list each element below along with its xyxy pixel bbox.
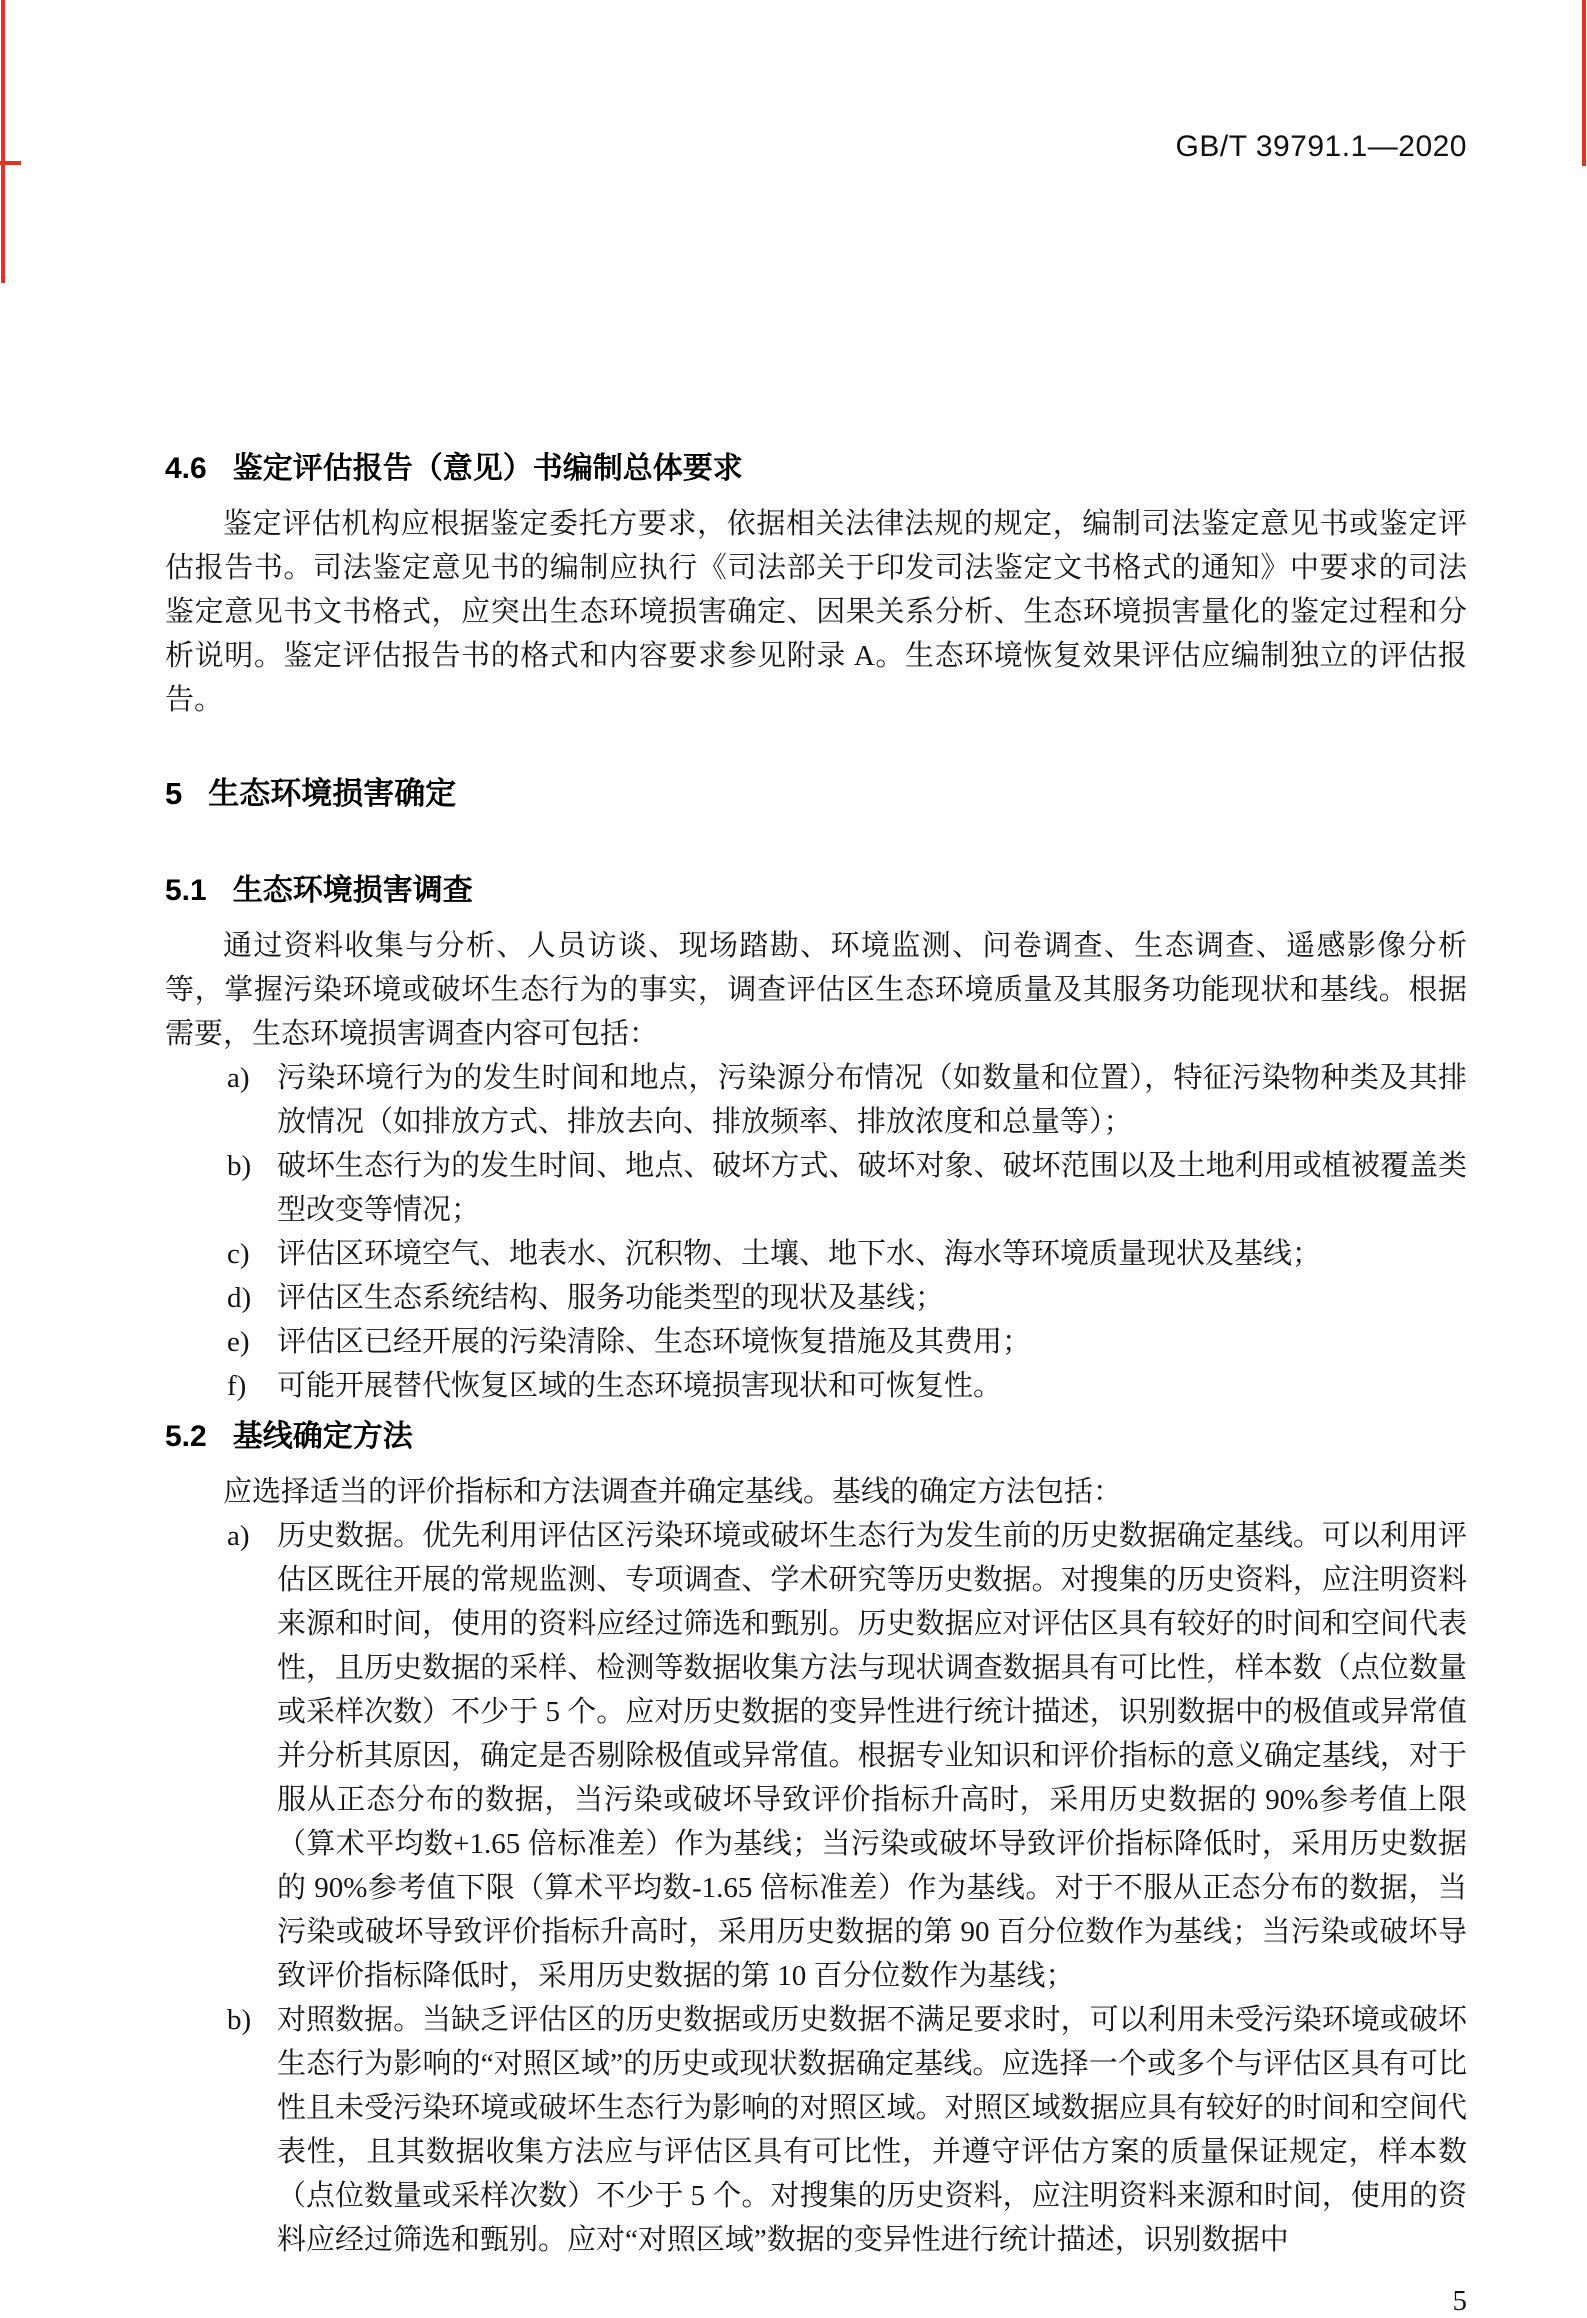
left-edge-crop-mark <box>1 0 5 283</box>
list-item <box>165 1276 1467 1320</box>
right-edge-crop-mark <box>1582 0 1586 166</box>
left-edge-crop-tick <box>0 161 21 165</box>
heading-4-6-number: 4.6 <box>165 452 207 485</box>
list-item-text: 可能开展替代恢复区域的生态环境损害现状和可恢复性。 <box>277 1370 1003 1402</box>
heading-5-1-number: 5.1 <box>165 874 207 907</box>
list-item <box>165 1056 1467 1144</box>
page-content <box>165 0 1467 2318</box>
list-item-text: 评估区已经开展的污染清除、生态环境恢复措施及其费用； <box>277 1326 1032 1358</box>
list-item <box>165 1232 1467 1276</box>
list-item-label: f) <box>227 1370 247 1402</box>
list-item <box>165 1364 1467 1408</box>
list-item-label: a) <box>227 1062 250 1094</box>
heading-5-title: 生态环境损害确定 <box>208 776 457 811</box>
list-5-1 <box>165 1056 1467 1408</box>
list-item-label: e) <box>227 1326 250 1358</box>
list-item-text: 评估区环境空气、地表水、沉积物、土壤、地下水、海水等环境质量现状及基线； <box>277 1238 1322 1270</box>
list-item-label: c) <box>227 1238 250 1270</box>
heading-5-1-title: 生态环境损害调查 <box>232 874 473 907</box>
list-item-text: 历史数据。优先利用评估区污染环境或破坏生态行为发生前的历史数据确定基线。可以利用评估区既往开展的常规监测、专项调查、学术研究等历史数据。对搜集的历史资料，应注明资料来源和时间，使用的资料应经过筛选和甄别。历史数据应对评估区具有较好的时间和空间代表性，且历史数据的采样、检测等数据收集方法与现状调查数据具有可比性，样本数（点位数量或采样次数）不少于 5 个。应对历史数据的变异性进行统计描述，识别数据中的极值或异常值并分析其原因，确定是否剔除极值或异常值。根据专业知识和评价指标的意义确定基线，对于服从正态分布的数据，当污染或破坏导致评价指标升高时，采用历史数据的 90%参考值上限（算术平均数+1.65 倍标准差）作为基线；当污染或破坏导致评价指标降低时，采用历史数据的 90%参考值下限（算术平均数-1.65 倍标准差）作为基线。对于不服从正态分布的数据，当污染或破坏导致评价指标升高时，采用历史数据的第 90 百分位数作为基线；当污染或破坏导致评价指标降低时，采用历史数据的第 10 百分位数作为基线； <box>277 1520 1467 1992</box>
standard-number: GB/T 39791.1—2020 <box>1175 130 1467 163</box>
heading-5 <box>165 776 1467 812</box>
list-item <box>165 1514 1467 1998</box>
heading-4-6-title: 鉴定评估报告（意见）书编制总体要求 <box>232 452 743 485</box>
list-item-text: 对照数据。当缺乏评估区的历史数据或历史数据不满足要求时，可以利用未受污染环境或破坏生态行为影响的“对照区域”的历史或现状数据确定基线。应选择一个或多个与评估区具有可比性且未受污染环境或破坏生态行为影响的对照区域。对照区域数据应具有较好的时间和空间代表性，且其数据收集方法应与评估区具有可比性，并遵守评估方案的质量保证规定，样本数（点位数量或采样次数）不少于 5 个。对搜集的历史资料，应注明资料来源和时间，使用的资料应经过筛选和甄别。应对“对照区域”数据的变异性进行统计描述，识别数据中 <box>277 2004 1467 2256</box>
heading-5-2 <box>165 1420 1467 1454</box>
list-item-label: b) <box>227 1150 252 1182</box>
page-number: 5 <box>1452 2285 1467 2317</box>
heading-5-2-number: 5.2 <box>165 1420 207 1453</box>
heading-4-6 <box>165 452 1467 486</box>
list-item <box>165 1998 1467 2262</box>
heading-5-number: 5 <box>165 776 183 811</box>
list-item <box>165 1144 1467 1232</box>
list-5-2 <box>165 1514 1467 2262</box>
heading-5-2-title: 基线确定方法 <box>232 1420 413 1453</box>
paragraph-5-1-intro: 通过资料收集与分析、人员访谈、现场踏勘、环境监测、问卷调查、生态调查、遥感影像分析等，掌握污染环境或破坏生态行为的事实，调查评估区生态环境质量及其服务功能现状和基线。根据需要，生态环境损害调查内容可包括： <box>165 930 1467 1050</box>
paragraph-4-6: 鉴定评估机构应根据鉴定委托方要求，依据相关法律法规的规定，编制司法鉴定意见书或鉴定评估报告书。司法鉴定意见书的编制应执行《司法部关于印发司法鉴定文书格式的通知》中要求的司法鉴定意见书文书格式，应突出生态环境损害确定、因果关系分析、生态环境损害量化的鉴定过程和分析说明。鉴定评估报告书的格式和内容要求参见附录 A。生态环境恢复效果评估应编制独立的评估报告。 <box>165 508 1467 716</box>
list-item-label: d) <box>227 1282 252 1314</box>
list-item-label: a) <box>227 1520 250 1552</box>
list-item-text: 破坏生态行为的发生时间、地点、破坏方式、破坏对象、破坏范围以及土地利用或植被覆盖类型改变等情况； <box>277 1150 1467 1226</box>
list-item <box>165 1320 1467 1364</box>
paragraph-5-2-intro: 应选择适当的评价指标和方法调查并确定基线。基线的确定方法包括： <box>223 1476 1123 1508</box>
list-item-text: 污染环境行为的发生时间和地点，污染源分布情况（如数量和位置），特征污染物种类及其排放情况（如排放方式、排放去向、排放频率、排放浓度和总量等）； <box>277 1062 1467 1138</box>
list-item-label: b) <box>227 2004 252 2036</box>
list-item-text: 评估区生态系统结构、服务功能类型的现状及基线； <box>277 1282 945 1314</box>
heading-5-1 <box>165 874 1467 908</box>
